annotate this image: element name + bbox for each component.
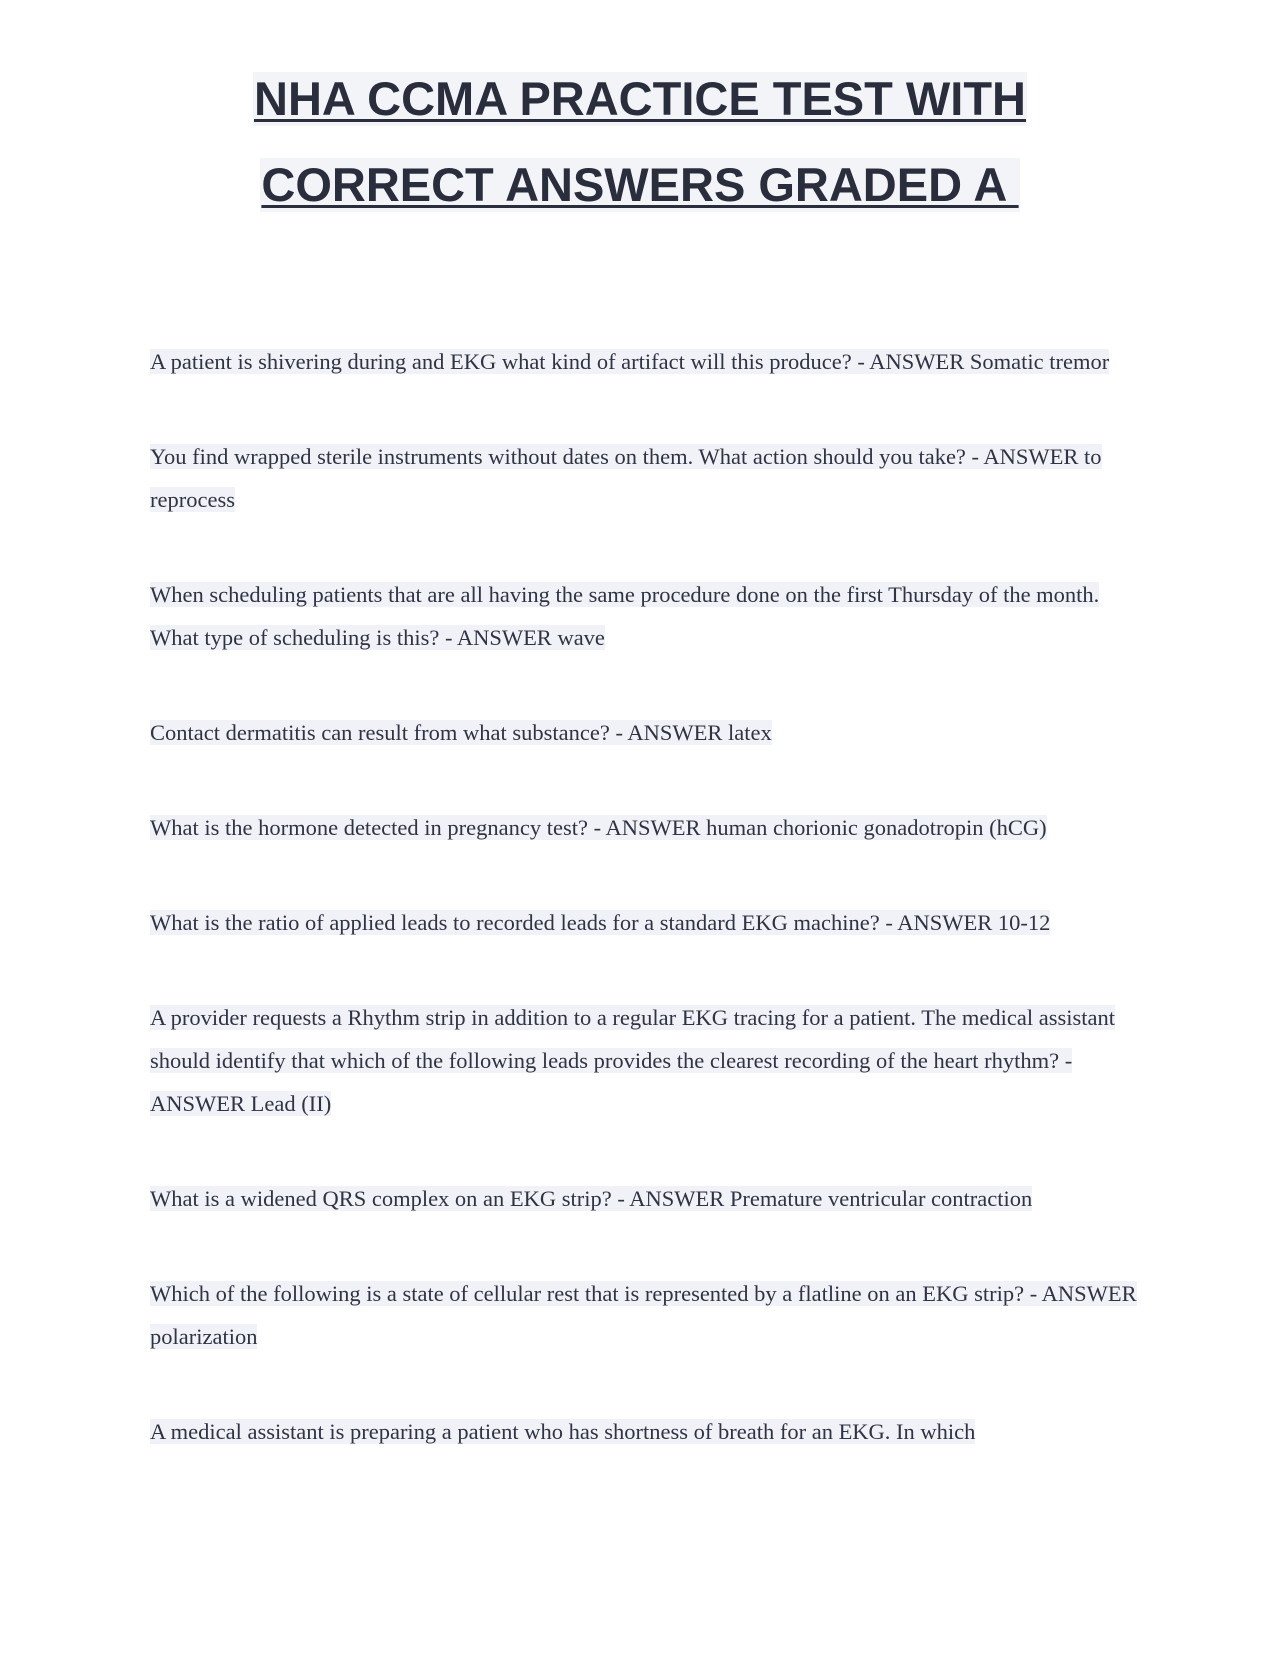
document-title — [150, 72, 1130, 244]
qa-text: A medical assistant is preparing a patient who has shortness of breath for an EKG. In which — [150, 1419, 976, 1444]
qa-list — [150, 340, 1140, 1505]
qa-text: What is the ratio of applied leads to recorded leads for a standard EKG machine? - ANSWER 10-12 — [150, 910, 1051, 935]
qa-item-7 — [150, 996, 1140, 1125]
qa-item-9 — [150, 1272, 1140, 1358]
qa-text: Contact dermatitis can result from what substance? - ANSWER latex — [150, 720, 772, 745]
qa-text: Which of the following is a state of cellular rest that is represented by a flatline on an EKG strip? - ANSWER polarization — [150, 1281, 1137, 1349]
qa-item-10 — [150, 1410, 1140, 1453]
qa-text: What is a widened QRS complex on an EKG strip? - ANSWER Premature ventricular contraction — [150, 1186, 1033, 1211]
qa-item-4 — [150, 711, 1140, 754]
qa-text: When scheduling patients that are all having the same procedure done on the first Thursday of the month. What type of scheduling is this? - ANSWER wave — [150, 582, 1100, 650]
qa-item-2 — [150, 435, 1140, 521]
title-line-1: NHA CCMA PRACTICE TEST WITH — [254, 72, 1026, 125]
qa-item-6 — [150, 901, 1140, 944]
qa-text: A patient is shivering during and EKG what kind of artifact will this produce? - ANSWER Somatic tremor — [150, 349, 1110, 374]
qa-item-8 — [150, 1177, 1140, 1220]
qa-text: What is the hormone detected in pregnancy test? - ANSWER human chorionic gonadotropin (hCG) — [150, 815, 1047, 840]
qa-item-5 — [150, 806, 1140, 849]
qa-text: You find wrapped sterile instruments without dates on them. What action should you take? - ANSWER to reprocess — [150, 444, 1102, 512]
title-line-2: CORRECT ANSWERS GRADED A — [261, 158, 1019, 211]
qa-item-3 — [150, 573, 1140, 659]
qa-item-1 — [150, 340, 1140, 383]
qa-text: A provider requests a Rhythm strip in addition to a regular EKG tracing for a patient. The medical assistant should identify that which of the following leads provides the clearest recording of the heart rhythm? - ANSWER Lead (II) — [150, 1005, 1115, 1116]
